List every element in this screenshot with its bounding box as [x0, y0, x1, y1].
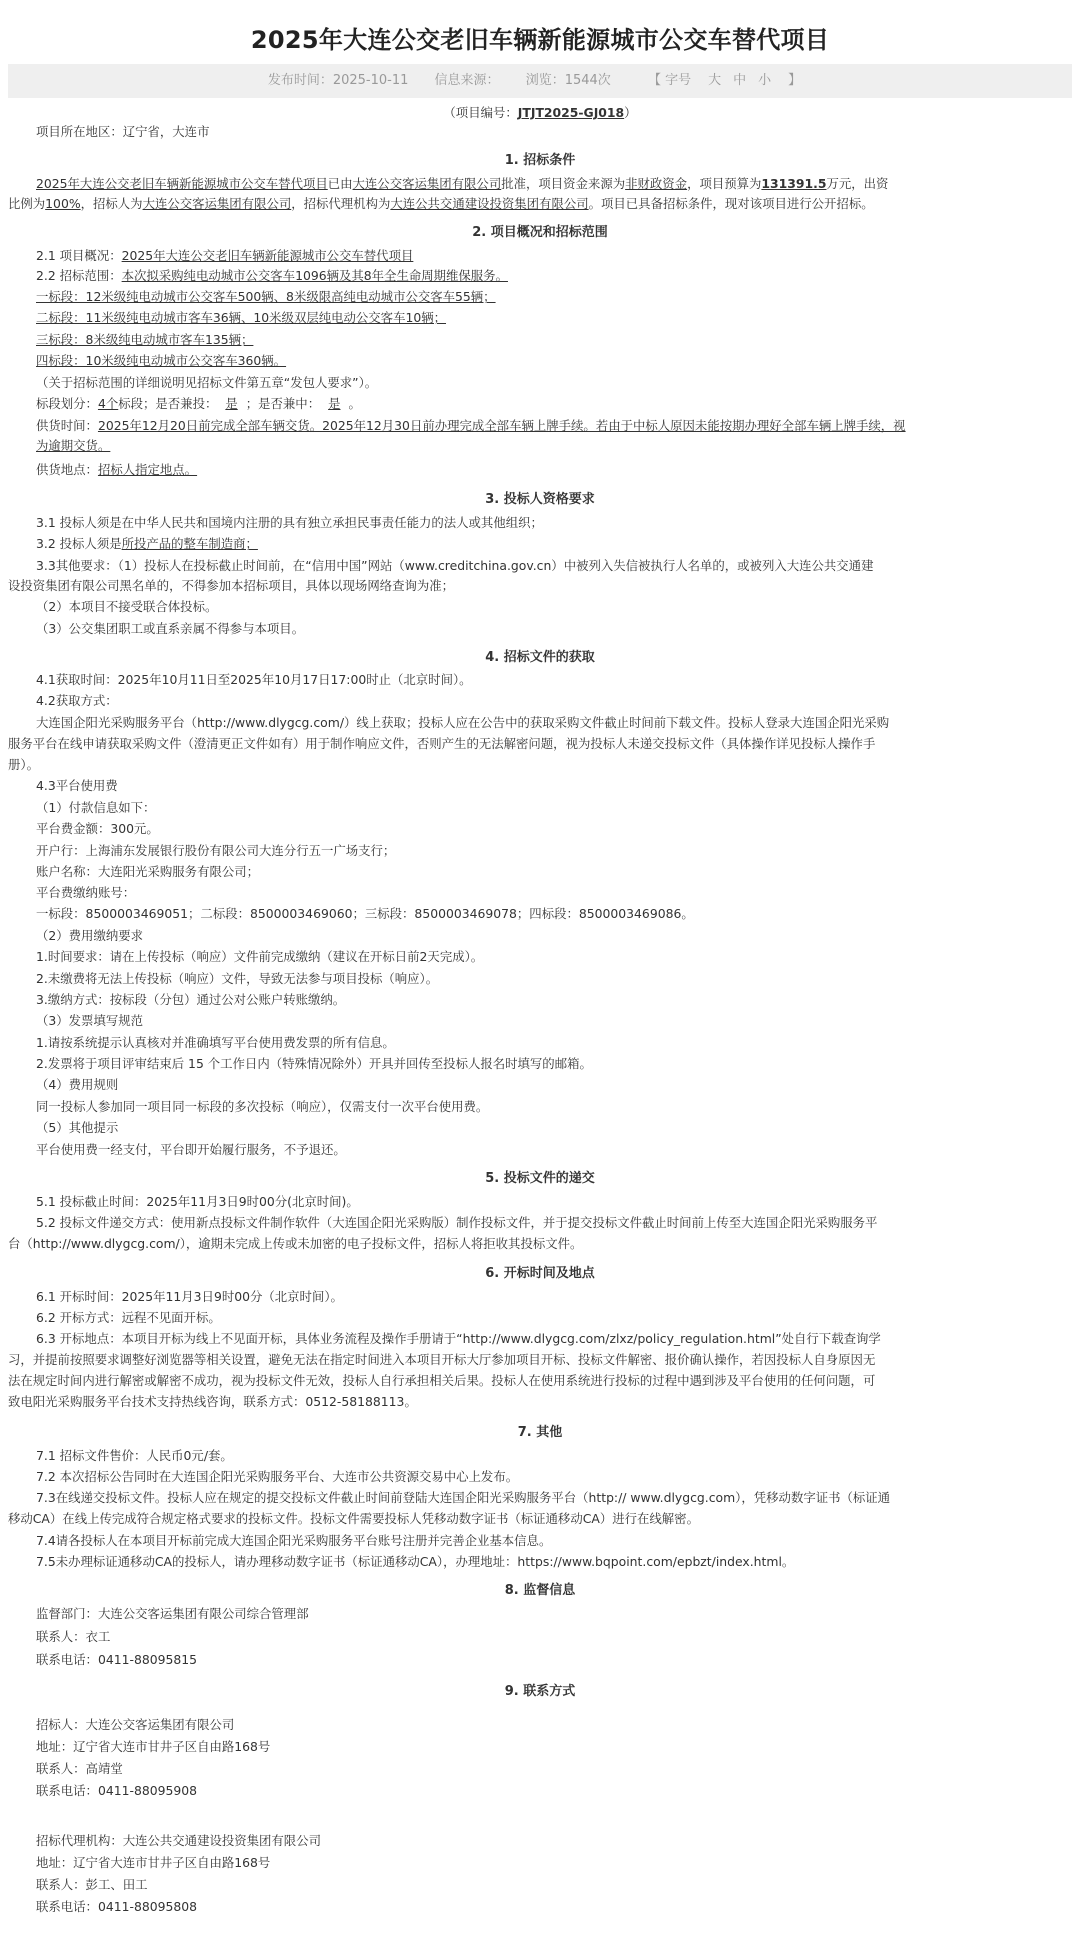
- s2-overview: [0, 247, 1080, 265]
- s1-text: 比例为: [8, 196, 46, 211]
- section-heading-9: 9. 联系方式: [504, 1684, 576, 1699]
- project-code: JTJT2025-GJ018: [517, 105, 625, 120]
- s3-line-1: 3.1 投标人须是在中华人民共和国境内注册的具有独立承担民事责任能力的法人或其他组织；: [36, 515, 543, 530]
- s9-line-3: 联系人：高靖堂: [36, 1761, 123, 1776]
- font-large-link[interactable]: 大: [708, 73, 722, 88]
- s7-line-4: 移动CA）在线上传完成符合规定格式要求的投标文件。投标文件需要投标人凭移动数字证书（标证通移动CA）进行在线解密。: [8, 1511, 699, 1526]
- s8-line-3: 联系电话：0411-88095815: [36, 1652, 198, 1667]
- s8-line-1: 监督部门：大连公交客运集团有限公司综合管理部: [36, 1606, 309, 1621]
- section-heading-6: 6. 开标时间及地点: [485, 1266, 595, 1281]
- s4-line-8: 平台费金额：300元。: [36, 821, 159, 836]
- s7-line-5: 7.4请各投标人在本项目开标前完成大连国企阳光采购服务平台账号注册并完善企业基本信息。: [36, 1533, 552, 1548]
- s4-line-13: （2）费用缴纳要求: [36, 928, 144, 943]
- s4-line-21: 同一投标人参加同一项目同一标段的多次投标（响应），仅需支付一次平台使用费。: [36, 1099, 489, 1114]
- font-size-switcher: [637, 73, 812, 88]
- s3-line-5: （2）本项目不接受联合体投标。: [36, 599, 218, 614]
- s7-line-1: 7.1 招标文件售价：人民币0元/套。: [36, 1448, 233, 1463]
- s4-line-5: 册）。: [8, 757, 39, 772]
- s3-line-4: 设投资集团有限公司黑名单的，不得参加本招标项目，具体以现场网络查询为准；: [8, 578, 455, 593]
- info-source: 信息来源：: [434, 73, 500, 88]
- s4-line-15: 2.未缴费将无法上传投标（响应）文件，导致无法参与项目投标（响应）。: [36, 971, 439, 986]
- s2-text: 。: [348, 396, 361, 411]
- s4-line-3: 大连国企阳光采购服务平台（http://www.dlygcg.com/）线上获取；投标人应在公告中的获取采购文件截止时间前下载文件。投标人登录大连国企阳光采购: [36, 715, 890, 730]
- s3-manufacturer-req: 所投产品的整车制造商；: [121, 536, 258, 551]
- s6-line-6: 致电阳光采购服务平台技术支持热线咨询，联系方式：0512-58188113。: [8, 1394, 417, 1409]
- s1-ratio: 100%: [45, 196, 81, 211]
- s2-note: （关于招标范围的详细说明见招标文件第五章“发包人要求”）。: [36, 375, 378, 390]
- s1-line-2: [0, 195, 1080, 213]
- s7-line-6: 7.5未办理标证通移动CA的投标人，请办理移动数字证书（标证通移动CA），办理地址：https://www.bqpoint.com/epbzt/index.html。: [36, 1554, 795, 1569]
- s2-supply-time-cont: [0, 437, 1080, 455]
- section-heading-3: 3. 投标人资格要求: [485, 492, 595, 507]
- s1-text: ，招标人为: [80, 196, 143, 211]
- s1-text: 万元，出资: [826, 176, 889, 191]
- s1-project-name: 2025年大连公交老旧车辆新能源城市公交车替代项目: [36, 176, 328, 191]
- project-code-prefix: （项目编号：: [443, 105, 518, 120]
- s1-text: ，招标代理机构为: [291, 196, 391, 211]
- s2-text: ；是否兼中：: [245, 396, 321, 411]
- s4-line-18: 1.请按系统提示认真核对并准确填写平台使用费发票的所有信息。: [36, 1035, 395, 1050]
- s7-line-3: 7.3在线递交投标文件。投标人应在规定的提交投标文件截止时间前登陆大连国企阳光采购服务平台（http:// www.dlygcg.com），凭移动数字证书（标证通: [36, 1490, 891, 1505]
- section-heading-2: 2. 项目概况和招标范围: [472, 225, 608, 240]
- s6-line-2: 6.2 开标方式：远程不见面开标。: [36, 1310, 221, 1325]
- s6-line-1: 6.1 开标时间：2025年11月3日9时00分（北京时间）。: [36, 1289, 343, 1304]
- project-code-suffix: ）: [624, 105, 637, 120]
- s3-line-6: （3）公交集团职工或直系亲属不得参与本项目。: [36, 621, 305, 636]
- lot-text: 三标段：8米级纯电动城市客车135辆；: [36, 332, 254, 347]
- s1-approver: 大连公交客运集团有限公司: [352, 176, 502, 191]
- s2-label: 供货时间：: [36, 418, 98, 433]
- s4-line-17: （3）发票填写规范: [36, 1013, 144, 1028]
- lot-text: 一标段：12米级纯电动城市公交客车500辆、8米级限高纯电动城市公交客车55辆；: [36, 289, 496, 304]
- supply-time-value: 2025年12月20日前完成全部车辆交货。2025年12月30日前办理完成全部车辆上牌手续。若由于中标人原因未能按期办理好全部车辆上牌手续，视: [97, 418, 906, 433]
- s2-lot-1: [0, 288, 1080, 306]
- s4-line-14: 1.时间要求：请在上传投标（响应）文件前完成缴纳（建议在开标日前2天完成）。: [36, 949, 484, 964]
- s2-supply-place: [0, 461, 1080, 479]
- s1-text: 。项目已具备招标条件，现对该项目进行公开招标。: [588, 196, 874, 211]
- s9-line-2: 地址：辽宁省大连市甘井子区自由路168号: [36, 1739, 271, 1754]
- s4-line-10: 账户名称：大连阳光采购服务有限公司；: [36, 864, 260, 879]
- s1-tenderer: 大连公交客运集团有限公司: [142, 196, 292, 211]
- s2-supply-time: [0, 417, 1080, 435]
- s6-line-3: 6.3 开标地点：本项目开标为线上不见面开标，具体业务流程及操作手册请于“http://www.dlygcg.com/zlxz/policy_regulation.html”处自行下载查询学: [36, 1331, 881, 1346]
- section-heading-4: 4. 招标文件的获取: [485, 650, 595, 665]
- s1-line-1: [0, 175, 1080, 193]
- s5-line-3: 台（http://www.dlygcg.com/），逾期未完成上传或未加密的电子投标文件，招标人将拒收其投标文件。: [8, 1236, 583, 1251]
- section-heading-7: 7. 其他: [517, 1425, 563, 1440]
- s6-line-5: 法在规定时间内进行解密或解密不成功，视为投标文件无效，投标人自行承担相关后果。投标人在使用系统进行投标的过程中遇到涉及平台使用的任何问题，可: [8, 1373, 876, 1388]
- multi-win-allowed: 是: [328, 396, 341, 411]
- s9-line-7: 联系人：彭工、田工: [36, 1877, 148, 1892]
- s2-lot-4: [0, 352, 1080, 370]
- lot-count: 4个: [97, 396, 119, 411]
- s2-label: 供货地点：: [36, 462, 98, 477]
- publish-time: 发布时间：2025-10-11: [267, 73, 409, 88]
- s2-text: 标段；是否兼投：: [118, 396, 218, 411]
- section-heading-8: 8. 监督信息: [504, 1583, 576, 1598]
- s3-text: 3.2 投标人须是: [36, 536, 122, 551]
- s1-fund-source: 非财政资金: [625, 176, 688, 191]
- s3-line-3: 3.3其他要求：（1）投标人在投标截止时间前，在“信用中国”网站（www.creditchina.gov.cn）中被列入失信被执行人名单的，或被列入大连公共交通建: [36, 558, 874, 573]
- multi-bid-allowed: 是: [225, 396, 238, 411]
- s2-overview-value: 2025年大连公交老旧车辆新能源城市公交车替代项目: [121, 248, 414, 263]
- s9-line-6: 地址：辽宁省大连市甘井子区自由路168号: [36, 1855, 271, 1870]
- s2-division: [0, 395, 1080, 413]
- s6-line-4: 习，并提前按照要求调整好浏览器等相关设置，避免无法在指定时间进入本项目开标大厅参加项目开标、投标文件解密、报价确认操作，若因投标人自身原因无: [8, 1352, 876, 1367]
- s5-line-1: 5.1 投标截止时间：2025年11月3日9时00分(北京时间)。: [36, 1194, 359, 1209]
- meta-bar: [8, 64, 1072, 98]
- s9-line-1: 招标人：大连公交客运集团有限公司: [36, 1717, 235, 1732]
- supply-time-value: 为逾期交货。: [36, 438, 111, 453]
- s4-line-23: 平台使用费一经支付，平台即开始履行服务，不予退还。: [36, 1142, 346, 1157]
- s4-line-2: 4.2获取方式：: [36, 693, 118, 708]
- s9-line-8: 联系电话：0411-88095808: [36, 1899, 198, 1914]
- s8-line-2: 联系人：衣工: [36, 1629, 111, 1644]
- font-medium-link[interactable]: 中: [733, 73, 747, 88]
- font-small-link[interactable]: 小: [758, 73, 772, 88]
- s4-line-12: 一标段：8500003469051；二标段：8500003469060；三标段：8500003469078；四标段：8500003469086。: [36, 906, 694, 921]
- s4-line-6: 4.3平台使用费: [36, 778, 118, 793]
- s2-lot-2: [0, 309, 1080, 327]
- s4-line-7: （1）付款信息如下：: [36, 800, 156, 815]
- s4-line-9: 开户行：上海浦东发展银行股份有限公司大连分行五一广场支行；: [36, 843, 396, 858]
- page-title: 2025年大连公交老旧车辆新能源城市公交车替代项目: [250, 26, 830, 54]
- s4-line-11: 平台费缴纳账号：: [36, 885, 136, 900]
- s1-budget: 131391.5: [761, 176, 827, 191]
- s2-lot-3: [0, 331, 1080, 349]
- section-heading-1: 1. 招标条件: [504, 153, 576, 168]
- section-heading-5: 5. 投标文件的递交: [485, 1171, 595, 1186]
- s4-line-22: （5）其他提示: [36, 1120, 119, 1135]
- supply-place-value: 招标人指定地点。: [97, 462, 198, 477]
- view-count: 浏览：1544次: [525, 73, 611, 88]
- project-code-line: [0, 104, 1080, 122]
- lot-text: 四标段：10米级纯电动城市公交客车360辆。: [36, 353, 287, 368]
- s2-label: 2.1 项目概况：: [36, 248, 122, 263]
- project-region: 项目所在地区：辽宁省，大连市: [36, 124, 210, 139]
- s4-line-4: 服务平台在线申请获取采购文件（澄清更正文件如有）用于制作响应文件，否则产生的无法解密问题，视为投标人未递交投标文件（具体操作详见投标人操作手: [8, 736, 876, 751]
- font-size-label: 【 字号: [647, 73, 692, 88]
- s9-line-4: 联系电话：0411-88095908: [36, 1783, 198, 1798]
- s4-line-19: 2.发票将于项目评审结束后 15 个工作日内（特殊情况除外）开具并回传至投标人报名时填写的邮箱。: [36, 1056, 592, 1071]
- font-size-close: 】: [788, 73, 802, 88]
- s2-label: 2.2 招标范围：: [36, 268, 122, 283]
- s2-scope: [0, 267, 1080, 285]
- lot-text: 二标段：11米级纯电动城市客车36辆、10米级双层纯电动公交客车10辆；: [36, 310, 447, 325]
- s4-line-16: 3.缴纳方式：按标段（分包）通过公对公账户转账缴纳。: [36, 992, 346, 1007]
- s7-line-2: 7.2 本次招标公告同时在大连国企阳光采购服务平台、大连市公共资源交易中心上发布。: [36, 1469, 519, 1484]
- s2-scope-value: 本次拟采购纯电动城市公交客车1096辆及其8年全生命周期维保服务。: [121, 268, 508, 283]
- s4-line-20: （4）费用规则: [36, 1077, 119, 1092]
- s1-text: 已由: [327, 176, 353, 191]
- s9-line-5: 招标代理机构：大连公共交通建设投资集团有限公司: [36, 1833, 321, 1848]
- s1-text: 批准，项目资金来源为: [501, 176, 626, 191]
- s2-text: 标段划分：: [36, 396, 98, 411]
- s1-agency: 大连公共交通建设投资集团有限公司: [390, 196, 589, 211]
- s1-text: ，项目预算为: [687, 176, 762, 191]
- s5-line-2: 5.2 投标文件递交方式：使用新点投标文件制作软件（大连国企阳光采购版）制作投标文件，并于提交投标文件截止时间前上传至大连国企阳光采购服务平: [36, 1215, 878, 1230]
- s3-line-2: [0, 535, 1080, 553]
- s4-line-1: 4.1获取时间：2025年10月11日至2025年10月17日17:00时止（北京时间）。: [36, 672, 472, 687]
